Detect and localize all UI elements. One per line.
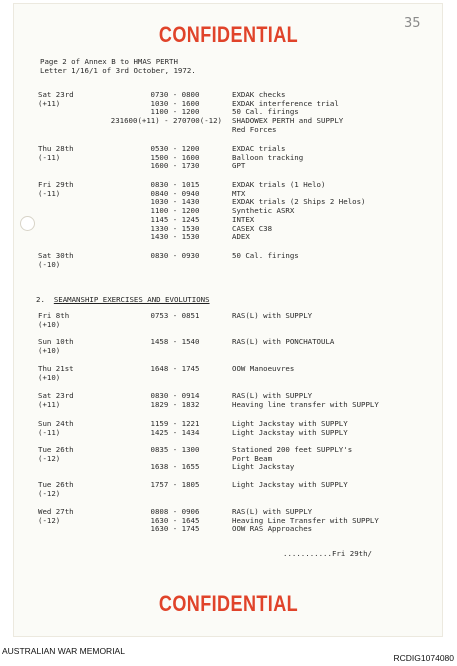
entry-time: 1100 - 1200 — [150, 206, 200, 216]
entry-time: 1630 - 1745 — [150, 524, 200, 534]
entry-time-zone: (+11) — [38, 98, 61, 108]
entry-time-zone: (-12) — [38, 453, 61, 463]
continuation-note: ...........Fri 29th/ — [283, 549, 372, 558]
entry-day: Thu 28th — [38, 144, 74, 153]
entry-activity: 50 Cal. firings — [232, 251, 299, 260]
entry-time-zone: (+10) — [38, 345, 61, 355]
entry-time: 1145 - 1245 — [150, 214, 200, 224]
entry-activity: OOW RAS Approaches — [232, 524, 313, 534]
document-page — [14, 4, 442, 636]
entry-day: Sat 30th — [38, 251, 74, 260]
entry-time-zone: (-12) — [38, 515, 61, 525]
punch-hole — [20, 216, 35, 231]
entry-time: 1430 - 1530 — [150, 232, 200, 242]
entry-activity: Light Jackstay with SUPPLY — [232, 419, 348, 428]
entry-time-zone: (-11) — [38, 188, 61, 198]
entry-activity: Light Jackstay with SUPPLY — [232, 427, 348, 437]
entry-time: 1030 - 1600 — [150, 98, 200, 108]
entry-day: Fri 29th — [38, 180, 74, 189]
entry-activity: EXDAK trials (2 Ships 2 Helos) — [232, 197, 366, 207]
entry-time: 0830 - 1015 — [150, 180, 200, 189]
entry-time-zone: (-11) — [38, 427, 61, 437]
entry-activity: ADEX — [232, 232, 250, 242]
section-2-heading — [36, 295, 210, 304]
entry-day: Tue 26th — [38, 480, 74, 489]
header-line-1: Page 2 of Annex B to HMAS PERTH — [40, 57, 178, 66]
entry-time-zone: (-11) — [38, 152, 61, 162]
entry-time: 0835 - 1300 — [150, 445, 200, 454]
entry-day: Sun 10th — [38, 337, 74, 346]
entry-activity: Stationed 200 feet SUPPLY's — [232, 445, 353, 454]
entry-time: 1638 - 1655 — [150, 462, 200, 472]
entry-activity: INTEX — [232, 214, 255, 224]
entry-activity: Balloon tracking — [232, 152, 304, 162]
entry-activity: Port Beam — [232, 453, 273, 463]
entry-time: 231600(+11) - 270700(-12) — [110, 116, 222, 126]
entry-time: 0730 - 0800 — [150, 90, 200, 99]
footer-source: AUSTRALIAN WAR MEMORIAL — [2, 646, 125, 656]
entry-activity: CASEX C38 — [232, 223, 273, 233]
entry-time-zone: (-10) — [38, 259, 61, 269]
entry-day: Wed 27th — [38, 507, 74, 516]
page-number: 35 — [404, 16, 421, 31]
entry-time: 1500 - 1600 — [150, 152, 200, 162]
entry-activity: EXDAK trials (1 Helo) — [232, 180, 326, 189]
entry-time: 1829 - 1832 — [150, 399, 200, 409]
entry-activity: EXDAK checks — [232, 90, 286, 99]
entry-time: 0840 - 0940 — [150, 188, 200, 198]
entry-time: 0830 - 0914 — [150, 391, 200, 400]
entry-activity: Light Jackstay — [232, 462, 295, 472]
entry-time: 0830 - 0930 — [150, 251, 200, 260]
entry-activity: RAS(L) with PONCHATOULA — [232, 337, 335, 346]
entry-time: 0753 - 0851 — [150, 311, 200, 320]
entry-time-zone: (-12) — [38, 488, 61, 498]
entry-day: Fri 8th — [38, 311, 70, 320]
confidential-banner-bottom: CONFIDENTIAL — [158, 591, 299, 616]
entry-time: 1600 - 1730 — [150, 161, 200, 171]
archive-footer — [0, 646, 457, 666]
entry-time: 1458 - 1540 — [150, 337, 200, 346]
entry-activity: Light Jackstay with SUPPLY — [232, 480, 348, 489]
entry-activity: OOW Manoeuvres — [232, 364, 295, 373]
document-header — [40, 58, 196, 75]
footer-reference: RCDIG1074080 — [393, 653, 454, 663]
entry-activity: RAS(L) with SUPPLY — [232, 311, 313, 320]
entry-day: Sat 23rd — [38, 391, 74, 400]
entry-time-zone: (+11) — [38, 399, 61, 409]
entry-activity: 50 Cal. firings — [232, 107, 299, 117]
entry-time: 1030 - 1430 — [150, 197, 200, 207]
entry-activity: GPT — [232, 161, 246, 171]
entry-day: Thu 21st — [38, 364, 74, 373]
confidential-banner-top: CONFIDENTIAL — [158, 22, 299, 47]
entry-time: 1330 - 1530 — [150, 223, 200, 233]
entry-time-zone: (+10) — [38, 372, 61, 382]
entry-activity: EXDAK interference trial — [232, 98, 339, 108]
entry-activity: Heaving Line Transfer with SUPPLY — [232, 515, 379, 525]
entry-time: 1425 - 1434 — [150, 427, 200, 437]
section-2-number: 2. — [36, 295, 45, 304]
entry-time-zone: (+10) — [38, 319, 61, 329]
entry-day: Sat 23rd — [38, 90, 74, 99]
entry-day: Tue 26th — [38, 445, 74, 454]
entry-activity: Synthetic ASRX — [232, 206, 295, 216]
entry-activity: Red Forces — [232, 124, 277, 134]
header-line-2: Letter 1/16/1 of 3rd October, 1972. — [40, 65, 196, 75]
entry-time: 1159 - 1221 — [150, 419, 200, 428]
entry-activity: RAS(L) with SUPPLY — [232, 391, 313, 400]
entry-time: 1630 - 1645 — [150, 515, 200, 525]
entry-time: 1757 - 1805 — [150, 480, 200, 489]
entry-time: 1100 - 1200 — [150, 107, 200, 117]
entry-activity: MTX — [232, 188, 246, 198]
entry-day: Sun 24th — [38, 419, 74, 428]
entry-time: 0808 - 0906 — [150, 507, 200, 516]
entry-activity: SHADOWEX PERTH and SUPPLY — [232, 116, 344, 126]
entry-activity: RAS(L) with SUPPLY — [232, 507, 313, 516]
section-2-title: SEAMANSHIP EXERCISES AND EVOLUTIONS — [53, 295, 210, 304]
entry-time: 1648 - 1745 — [150, 364, 200, 373]
entry-time: 0530 - 1200 — [150, 144, 200, 153]
entry-activity: Heaving line transfer with SUPPLY — [232, 399, 379, 409]
entry-activity: EXDAC trials — [232, 144, 286, 153]
